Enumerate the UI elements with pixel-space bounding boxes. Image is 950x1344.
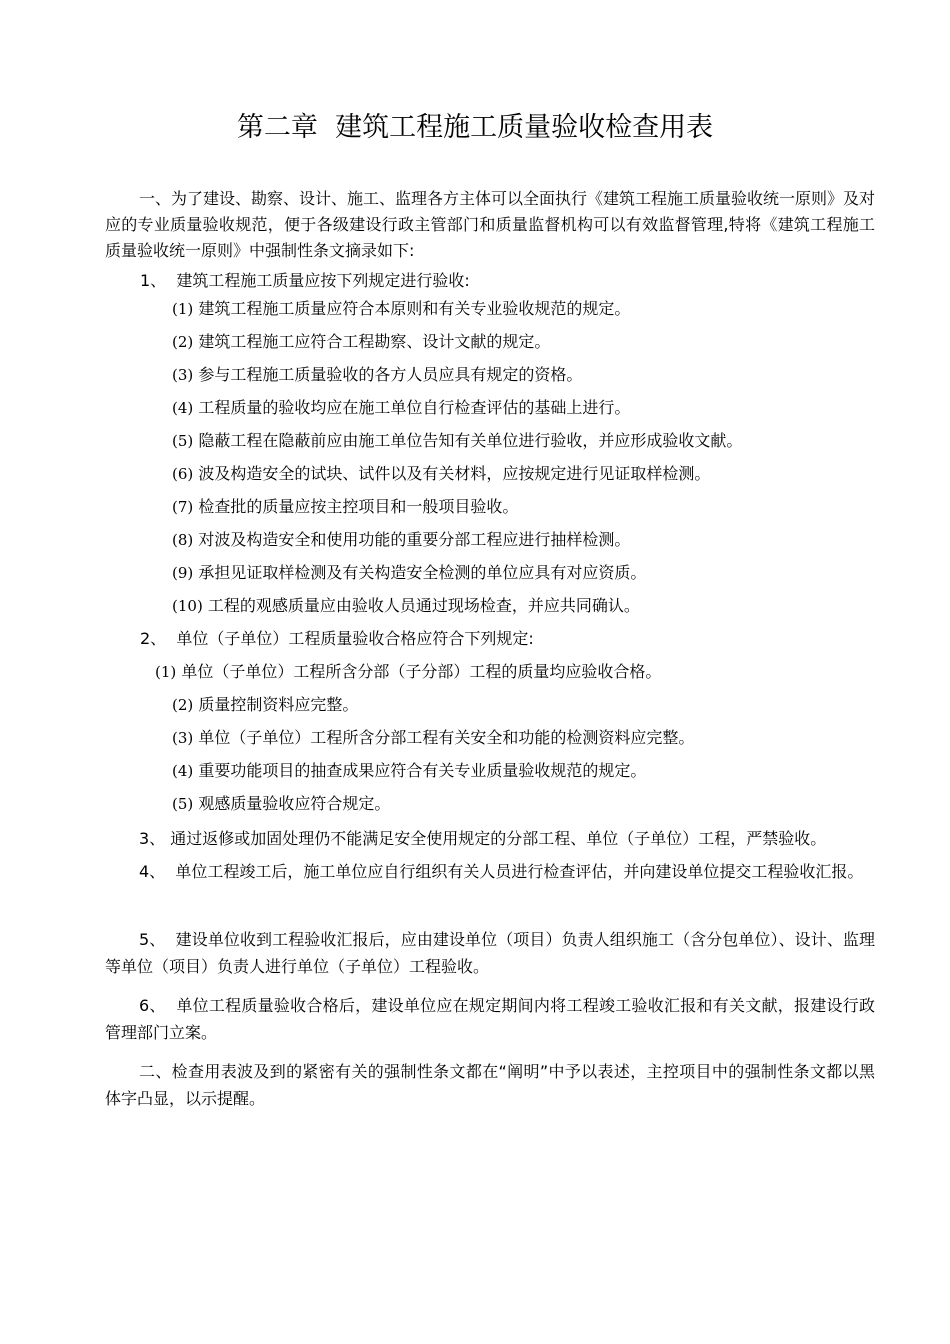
item-text: 建筑工程施工应符合工程勘察、设计文献的规定。	[198, 332, 551, 351]
closing-paragraph: 二、检查用表波及到的紧密有关的强制性条文都在“阐明”中予以表述，主控项目中的强制性条文都以黑体字凸显，以示提醒。	[105, 1062, 875, 1108]
list-item	[172, 397, 630, 419]
item-number: (9)	[172, 564, 194, 582]
item-text: 隐蔽工程在隐蔽前应由施工单位告知有关单位进行验收，并应形成验收文献。	[198, 431, 743, 450]
item-text: 检查批的质量应按主控项目和一般项目验收。	[198, 497, 519, 516]
item-number: (3)	[172, 366, 194, 384]
item-text: 建筑工程施工质量应符合本原则和有关专业验收规范的规定。	[198, 299, 631, 318]
item-text: 对波及构造安全和使用功能的重要分部工程应进行抽样检测。	[198, 530, 631, 549]
item-text: 工程质量的验收均应在施工单位自行检查评估的基础上进行。	[198, 398, 631, 417]
item-text: 单位（子单位）工程所含分部工程有关安全和功能的检测资料应完整。	[198, 728, 695, 747]
item-text: 质量控制资料应完整。	[198, 695, 359, 714]
list-item	[172, 331, 550, 353]
list-item	[172, 694, 358, 716]
list-item	[172, 529, 630, 551]
item-number: (1)	[172, 300, 194, 318]
section-4-paragraph: 4、 单位工程竣工后，施工单位应自行组织有关人员进行检查评估，并向建设单位提交工程验收汇报。	[139, 862, 864, 881]
item-text: 承担见证取样检测及有关构造安全检测的单位应具有对应资质。	[198, 563, 647, 582]
section-1-heading: 1、 建筑工程施工质量应按下列规定进行验收:	[140, 271, 470, 290]
list-item	[172, 364, 582, 386]
item-text: 参与工程施工质量验收的各方人员应具有规定的资格。	[198, 365, 583, 384]
list-item	[155, 661, 661, 683]
list-item	[172, 793, 390, 815]
section-3-paragraph: 3、 通过返修或加固处理仍不能满足安全使用规定的分部工程、单位（子单位）工程，严禁验收。	[139, 829, 827, 848]
list-item	[172, 496, 518, 518]
section-2-heading: 2、 单位（子单位）工程质量验收合格应符合下列规定:	[140, 629, 534, 648]
item-number: (10)	[172, 597, 203, 615]
item-text: 观感质量验收应符合规定。	[198, 794, 391, 813]
item-number: (3)	[172, 729, 194, 747]
item-number: (2)	[172, 696, 194, 714]
section-6-paragraph: 6、 单位工程质量验收合格后，建设单位应在规定期间内将工程竣工验收汇报和有关文献，报建设行政管理部门立案。	[105, 996, 875, 1042]
item-number: (4)	[172, 762, 194, 780]
intro-paragraph: 一、为了建设、勘察、设计、施工、监理各方主体可以全面执行《建筑工程施工质量验收统一原则》及对应的专业质量验收规范，便于各级建设行政主管部门和质量监督机构可以有效监督管理,特将《建筑工程施工质量验收统一原则》中强制性条文摘录如下:	[105, 189, 876, 260]
item-number: (5)	[172, 432, 194, 450]
item-text: 重要功能项目的抽查成果应符合有关专业质量验收规范的规定。	[198, 761, 647, 780]
item-text: 工程的观感质量应由验收人员通过现场检查，并应共同确认。	[207, 596, 640, 615]
item-number: (8)	[172, 531, 194, 549]
section-5-paragraph: 5、 建设单位收到工程验收汇报后，应由建设单位（项目）负责人组织施工（含分包单位）、设计、监理等单位（项目）负责人进行单位（子单位）工程验收。	[105, 930, 875, 976]
list-item	[172, 727, 694, 749]
list-item	[172, 760, 646, 782]
item-text: 波及构造安全的试块、试件以及有关材料，应按规定进行见证取样检测。	[198, 464, 711, 483]
item-text: 单位（子单位）工程所含分部（子分部）工程的质量均应验收合格。	[181, 662, 662, 681]
list-item	[172, 595, 640, 617]
item-number: (7)	[172, 498, 194, 516]
list-item	[172, 562, 646, 584]
item-number: (1)	[155, 663, 177, 681]
item-number: (5)	[172, 795, 194, 813]
list-item	[172, 430, 742, 452]
item-number: (2)	[172, 333, 194, 351]
list-item	[172, 298, 630, 320]
chapter-title: 第二章 建筑工程施工质量验收检查用表	[236, 112, 714, 143]
item-number: (4)	[172, 399, 194, 417]
list-item	[172, 463, 710, 485]
item-number: (6)	[172, 465, 194, 483]
